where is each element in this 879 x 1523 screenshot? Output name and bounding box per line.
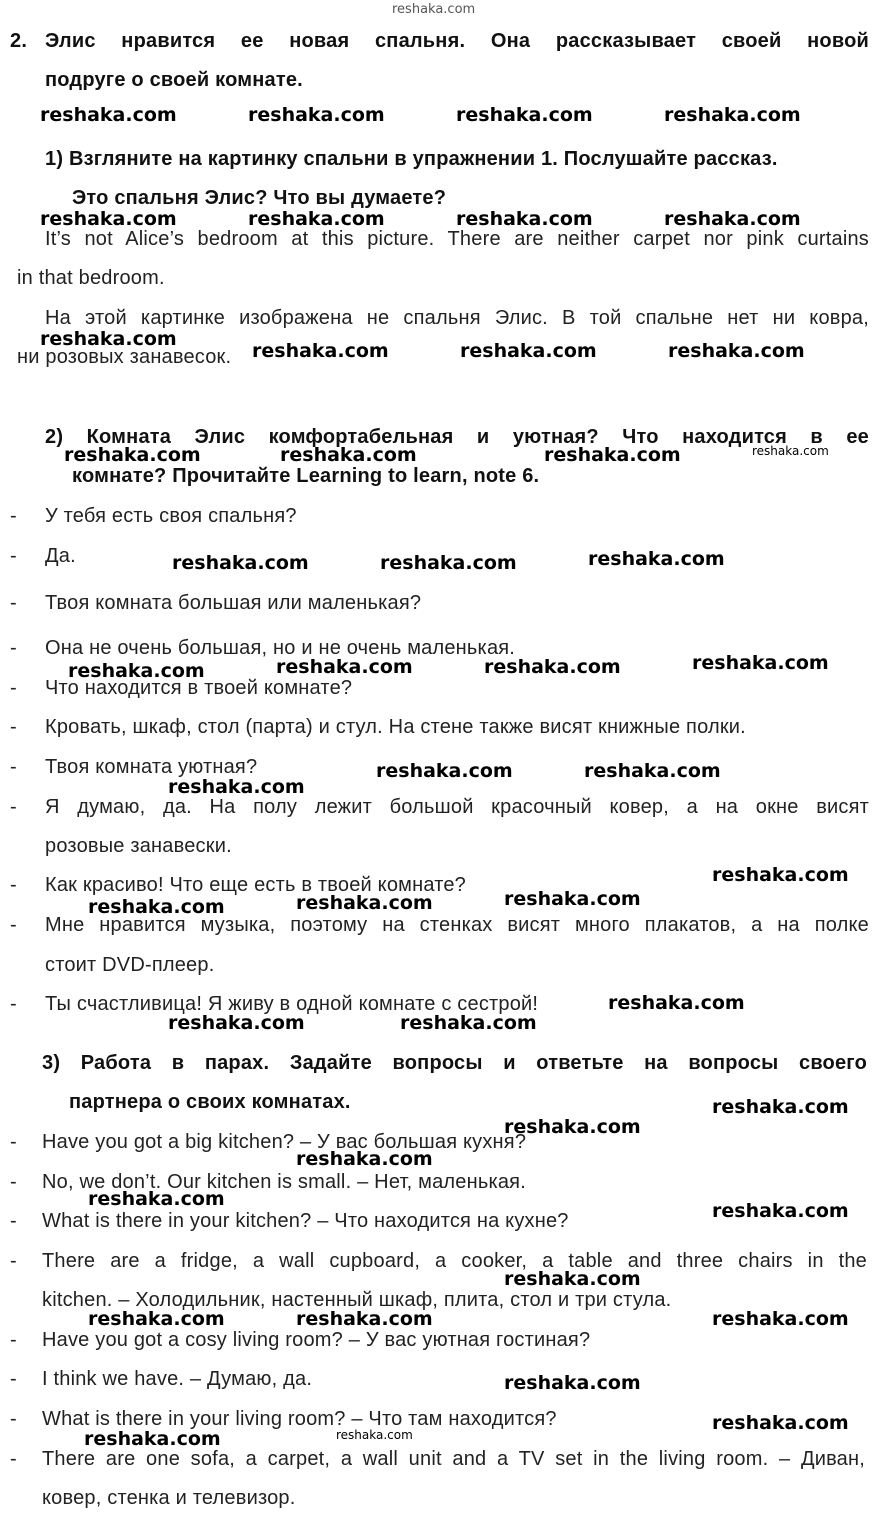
watermark: reshaka.com — [88, 896, 225, 918]
watermark: reshaka.com — [380, 552, 517, 574]
watermark: reshaka.com — [712, 1200, 849, 1222]
watermark: reshaka.com — [456, 208, 593, 230]
dash: - — [10, 1368, 17, 1390]
watermark: reshaka.com — [504, 1116, 641, 1138]
dialogue-line: розовые занавески. — [45, 835, 232, 857]
dialogue-line: What is there in your living room? – Что там находится? — [42, 1408, 557, 1430]
watermark: reshaka.com — [376, 760, 513, 782]
watermark: reshaka.com — [460, 340, 597, 362]
watermark: reshaka.com — [296, 892, 433, 914]
watermark: reshaka.com — [484, 656, 621, 678]
dialogue-line: Она не очень большая, но и не очень маленькая. — [45, 637, 516, 659]
dialogue-line: Что находится в твоей комнате? — [45, 677, 353, 699]
dialogue-line: Ты счастливица! Я живу в одной комнате с сестрой! — [45, 993, 539, 1015]
dash: - — [10, 756, 17, 778]
watermark: reshaka.com — [712, 1096, 849, 1118]
watermark: reshaka.com — [712, 864, 849, 886]
dialogue-line: Твоя комната большая или маленькая? — [45, 592, 422, 614]
watermark: reshaka.com — [588, 548, 725, 570]
watermark: reshaka.com — [64, 444, 201, 466]
part1-russian-line1: На этой картинке изображена не спальня Элис. В той спальне нет ни ковра, — [45, 307, 869, 329]
watermark: reshaka.com — [84, 1428, 221, 1450]
watermark: reshaka.com — [668, 340, 805, 362]
dialogue-line: There are one sofa, a carpet, a wall unit and a TV set in the living room. – Диван, — [42, 1448, 865, 1470]
watermark: reshaka.com — [40, 208, 177, 230]
watermark: reshaka.com — [664, 208, 801, 230]
task-title-line2: подруге о своей комнате. — [45, 69, 303, 91]
dialogue-line: There are a fridge, a wall cupboard, a cooker, a table and three chairs in the — [42, 1250, 867, 1272]
dash: - — [10, 1329, 17, 1351]
dialogue-line: Да. — [45, 545, 76, 567]
part3-heading-line1: 3) Работа в парах. Задайте вопросы и ответьте на вопросы своего — [42, 1052, 867, 1074]
watermark: reshaka.com — [692, 652, 829, 674]
watermark: reshaka.com — [276, 656, 413, 678]
dash: - — [10, 505, 17, 527]
part1-english-line1: It’s not Alice’s bedroom at this picture. There are neither carpet nor pink curtains — [45, 228, 869, 250]
dash: - — [10, 677, 17, 699]
watermark: reshaka.com — [168, 776, 305, 798]
watermark: reshaka.com — [456, 104, 593, 126]
watermark: reshaka.com — [544, 444, 681, 466]
part1-russian-line2: ни розовых занавесок. — [17, 346, 232, 368]
dialogue-line: У тебя есть своя спальня? — [45, 505, 297, 527]
dash: - — [10, 1250, 17, 1272]
watermark: reshaka.com — [712, 1308, 849, 1330]
watermark: reshaka.com — [68, 660, 205, 682]
watermark: reshaka.com — [608, 992, 745, 1014]
watermark-top: reshaka.com — [392, 2, 476, 17]
watermark: reshaka.com — [88, 1188, 225, 1210]
watermark: reshaka.com — [504, 1372, 641, 1394]
dialogue-line: kitchen. – Холодильник, настенный шкаф, плита, стол и три стула. — [42, 1289, 672, 1311]
watermark: reshaka.com — [336, 1428, 413, 1442]
dash: - — [10, 545, 17, 567]
dialogue-line: стоит DVD-плеер. — [45, 954, 215, 976]
watermark: reshaka.com — [504, 888, 641, 910]
watermark: reshaka.com — [40, 328, 177, 350]
watermark: reshaka.com — [252, 340, 389, 362]
dash: - — [10, 1448, 17, 1470]
dialogue-line: Have you got a cosy living room? – У вас уютная гостиная? — [42, 1329, 591, 1351]
watermark: reshaka.com — [40, 104, 177, 126]
dialogue-line: No, we don’t. Our kitchen is small. – Нет, маленькая. — [42, 1171, 526, 1193]
watermark: reshaka.com — [712, 1412, 849, 1434]
dash: - — [10, 914, 17, 936]
watermark: reshaka.com — [752, 444, 829, 458]
dialogue-line: Have you got a big kitchen? – У вас большая кухня? — [42, 1131, 527, 1153]
dialogue-line: Твоя комната уютная? — [45, 756, 258, 778]
part1-heading-line2: Это спальня Элис? Что вы думаете? — [72, 187, 447, 209]
watermark: reshaka.com — [504, 1268, 641, 1290]
dash: - — [10, 1171, 17, 1193]
dash: - — [10, 716, 17, 738]
watermark: reshaka.com — [248, 208, 385, 230]
watermark: reshaka.com — [584, 760, 721, 782]
dialogue-line: What is there in your kitchen? – Что находится на кухне? — [42, 1210, 569, 1232]
dialogue-line: ковер, стенка и телевизор. — [42, 1487, 296, 1509]
watermark: reshaka.com — [296, 1148, 433, 1170]
watermark: reshaka.com — [280, 444, 417, 466]
watermark: reshaka.com — [168, 1012, 305, 1034]
part2-heading-line1: 2) Комната Элис комфортабельная и уютная? Что находится в ее — [45, 426, 869, 448]
dash: - — [10, 592, 17, 614]
part1-heading-line1: 1) Взгляните на картинку спальни в упражнении 1. Послушайте рассказ. — [45, 148, 778, 170]
part2-heading-line2: комнате? Прочитайте Learning to learn, note 6. — [72, 465, 540, 487]
task-title-line1: Элис нравится ее новая спальня. Она рассказывает своей новой — [45, 30, 869, 52]
dash: - — [10, 874, 17, 896]
watermark: reshaka.com — [172, 552, 309, 574]
watermark: reshaka.com — [664, 104, 801, 126]
dash: - — [10, 1131, 17, 1153]
dash: - — [10, 637, 17, 659]
dialogue-line: Кровать, шкаф, стол (парта) и стул. На стене также висят книжные полки. — [45, 716, 746, 738]
watermark: reshaka.com — [88, 1308, 225, 1330]
dialogue-line: Я думаю, да. На полу лежит большой красочный ковер, а на окне висят — [45, 796, 869, 818]
dash: - — [10, 1408, 17, 1430]
dialogue-line: Мне нравится музыка, поэтому на стенках висят много плакатов, а на полке — [45, 914, 869, 936]
watermark: reshaka.com — [248, 104, 385, 126]
part3-heading-line2: партнера о своих комнатах. — [69, 1091, 351, 1113]
dialogue-line: Как красиво! Что еще есть в твоей комнате? — [45, 874, 466, 896]
watermark: reshaka.com — [400, 1012, 537, 1034]
dash: - — [10, 993, 17, 1015]
dialogue-line: I think we have. – Думаю, да. — [42, 1368, 313, 1390]
part1-english-line2: in that bedroom. — [17, 267, 165, 289]
watermark: reshaka.com — [296, 1308, 433, 1330]
dash: - — [10, 1210, 17, 1232]
dash: - — [10, 796, 17, 818]
task-number: 2. — [10, 30, 28, 52]
